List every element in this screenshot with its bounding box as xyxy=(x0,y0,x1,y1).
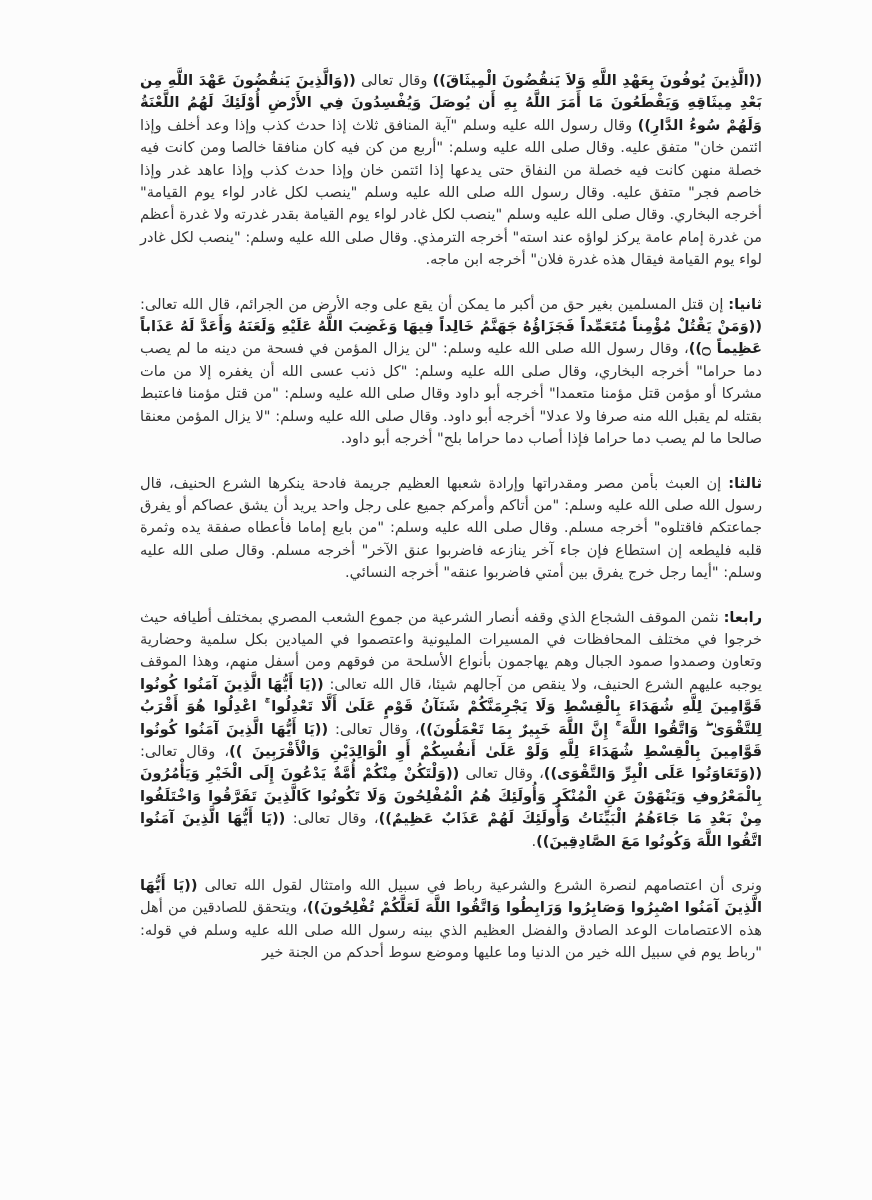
quran-verse: ((يَا أَيُّهَا الَّذِينَ آمَنُوا اتَّقُوا اللَّهَ وَكُونُوا مَعَ الصَّادِقِينَ)) xyxy=(140,810,762,850)
quran-verse: ((يَا أَيُّهَا الَّذِينَ آمَنُوا اصْبِرُوا وَصَابِرُوا وَرَابِطُوا وَاتَّقُوا اللَّهَ لَعَلَّكُمْ تُفْلِحُونَ)) xyxy=(140,877,762,917)
section-label: رابعا: xyxy=(723,608,762,626)
body-text: إن قتل المسلمين بغير حق من أكبر ما يمكن أن يقع على وجه الأرض من الجرائم، قال الله تعالى: xyxy=(140,295,729,313)
quran-verse: ((يَا أَيُّهَا الَّذِينَ آمَنُوا كُونُوا قَوَّامِينَ بِالْقِسْطِ شُهَدَاءَ لِلَّهِ وَلَوْ عَلَىٰ أَنفُسِكُمْ أَوِ الْوَالِدَيْنِ وَالْأَقْرَبِينَ )) xyxy=(140,720,763,760)
body-text: ، ويتحقق للصادقين من أهل هذه الاعتصامات الوعد الصادق والفضل العظيم الذي بينه رسول الله صلى الله عليه وسلم في قوله: "رباط يوم في سبيل الله خير من الدنيا وما عليها وموضع سوط أحدكم من الجنة خير xyxy=(140,899,762,962)
quran-verse: ((وَالَّذِينَ يَنقُضُونَ عَهْدَ اللَّهِ مِن بَعْدِ مِيثَاقِهِ وَيَقْطَعُونَ مَا أَمَرَ اللَّهُ بِهِ أَن يُوصَلَ وَيُفْسِدُونَ فِي الأَرْضِ أُوْلَئِكَ لَهُمُ اللَّعْنَةُ وَلَهُمْ سُوءُ الدَّارِ)) xyxy=(140,72,762,134)
quran-verse: ((وَتَعَاوَنُوا عَلَى الْبِرِّ وَالتَّقْوَى)) xyxy=(543,765,762,783)
paragraph-second xyxy=(140,294,762,451)
section-label: ثالثا: xyxy=(728,474,762,492)
body-text: وقال تعالى xyxy=(355,72,433,89)
quran-verse: ((يَا أَيُّهَا الَّذِينَ آمَنُوا كُونُوا قَوَّامِينَ لِلَّهِ شُهَدَاءَ بِالْقِسْطِ وَلَا يَجْرِمَنَّكُمْ شَنَآنُ قَوْمٍ عَلَىٰ أَلَّا تَعْدِلُوا ۚ اعْدِلُوا هُوَ أَقْرَبُ لِلتَّقْوَىٰ ۖ وَاتَّقُوا اللَّهَ ۚ إِنَّ اللَّهَ خَبِيرٌ بِمَا تَعْمَلُونَ)) xyxy=(140,675,762,738)
body-text: نثمن الموقف الشجاع الذي وقفه أنصار الشرعية من جموع الشعب المصري بمختلف أطيافه حيث خرجوا في مختلف المحافظات في المسيرات المليونية واعتصموا في الميادين بكل سلمية وحضارية وتعاون وصمدوا صمود الجبال وهم يهاجمون بأنواع الأسلحة من فوقهم ومن أسفل منهم، وهذا الموقف يوجبه عليهم الشرع الحنيف، ولا ينقص من آجالهم شيئا، قال الله تعالى: xyxy=(140,608,762,693)
quran-verse: ((وَلْتَكُنْ مِنْكُمْ أُمَّةٌ يَدْعُونَ إِلَى الْخَيْرِ وَيَأْمُرُونَ بِالْمَعْرُوفِ وَيَنْهَوْنَ عَنِ الْمُنْكَرِ وَأُولَئِكَ هُمُ الْمُفْلِحُونَ وَلَا تَكُونُوا كَالَّذِينَ تَفَرَّقُوا وَاخْتَلَفُوا مِنْ بَعْدِ مَا جَاءَهُمُ الْبَيِّنَاتُ وَأُولَئِكَ لَهُمْ عَذَابٌ عَظِيمٌ)) xyxy=(140,765,763,828)
paragraph-ribat xyxy=(140,875,762,965)
body-text: ، وقال تعالى: xyxy=(328,720,420,738)
body-text: ، وقال تعالى xyxy=(459,765,544,783)
quran-verse: ((وَمَنْ يَقْتُلْ مُؤْمِناً مُتَعَمِّداً فَجَزَاؤُهُ جَهَنَّمُ خَالِداً فِيهَا وَغَضِبَ اللَّهُ عَلَيْهِ وَلَعَنَهُ وَأَعَدَّ لَهُ عَذَاباً عَظِيماً ۝)) xyxy=(140,318,762,358)
body-text: . xyxy=(531,832,537,850)
paragraph-third xyxy=(140,473,762,585)
section-label: ثانيا: xyxy=(728,295,762,313)
paragraph-fourth xyxy=(140,607,762,853)
body-text: ، وقال تعالى: xyxy=(140,742,230,760)
body-text: إن العبث بأمن مصر ومقدراتها وإرادة شعبها العظيم جريمة فادحة ينكرها الشرع الحنيف، قال رسول الله صلى الله عليه وسلم: "من أتاكم وأمركم جميع على رجل واحد يريد أن يشق عصاكم أو يفرق جماعتكم فاقتلوه" أخرجه مسلم. وقال صلى الله عليه وسلم: "من بايع إماما فأعطاه صفقة يده وثمرة قلبه فليطعه إن استطاع فإن جاء آخر ينازعه فاضربوا عنق الآخر" أخرجه مسلم. وقال صلى الله عليه وسلم: "أيما رجل خرج يفرق بين أمتي فاضربوا عنقه" أخرجه النسائي. xyxy=(140,474,762,582)
body-text: ، وقال رسول الله صلى الله عليه وسلم: "لن يزال المؤمن في فسحة من دينه ما لم يصب دما حراما" أخرجه البخاري، وقال صلى الله عليه وسلم: "كل ذنب عسى الله أن يغفره إلا من مات مشركا أو مؤمن قتل مؤمنا متعمدا" أخرجه أبو داود وقال صلى الله عليه وسلم: "من قتل مؤمنا فاعتبط بقتله لم يقبل الله منه صرفا ولا عدلا" أخرجه أبو داود. وقال صلى الله عليه وسلم: "لا يزال المؤمن معنقا صالحا ما لم يصب دما حراما فإذا أصاب دما حراما بلح" أخرجه أبو داود. xyxy=(140,340,762,448)
body-text: ، وقال تعالى: xyxy=(285,810,379,828)
body-text: وقال رسول الله عليه وسلم "آية المنافق ثلاث إذا حدث كذب وإذا وعد أخلف وإذا ائتمن خان" متفق عليه. وقال صلى الله عليه وسلم: "أربع من كن فيه كان منافقا خالصا ومن كانت فيه خصلة منهن كانت فيه خصلة من النفاق حتى يدعها إذا ائتمن خان وإذا حدث كذب وإذا عاهد غدر وإذا خاصم فجر" متفق عليه. وقال رسول الله صلى الله عليه وسلم "ينصب لكل غادر لواء يوم القيامة" أخرجه البخاري. وقال صلى الله عليه وسلم "ينصب لكل غادر لواء يوم القيامة بقدر غدرته ولا غدرة أعظم من غدرة إمام عامة يركز لواؤه عند استه" أخرجه الترمذي. وقال صلى الله عليه وسلم: "ينصب لكل غادر لواء يوم القيامة فيقال هذه غدرة فلان" أخرجه ابن ماجه. xyxy=(140,116,762,269)
paragraph-covenant xyxy=(140,70,762,272)
quran-verse: ((الَّذِينَ يُوفُونَ بِعَهْدِ اللَّهِ وَلاَ يَنقُضُونَ الْمِيثَاقَ)) xyxy=(432,72,762,89)
body-text: ونرى أن اعتصامهم لنصرة الشرع والشرعية رباط في سبيل الله وامتثال لقول الله تعالى xyxy=(197,877,762,894)
document-body xyxy=(140,70,762,987)
